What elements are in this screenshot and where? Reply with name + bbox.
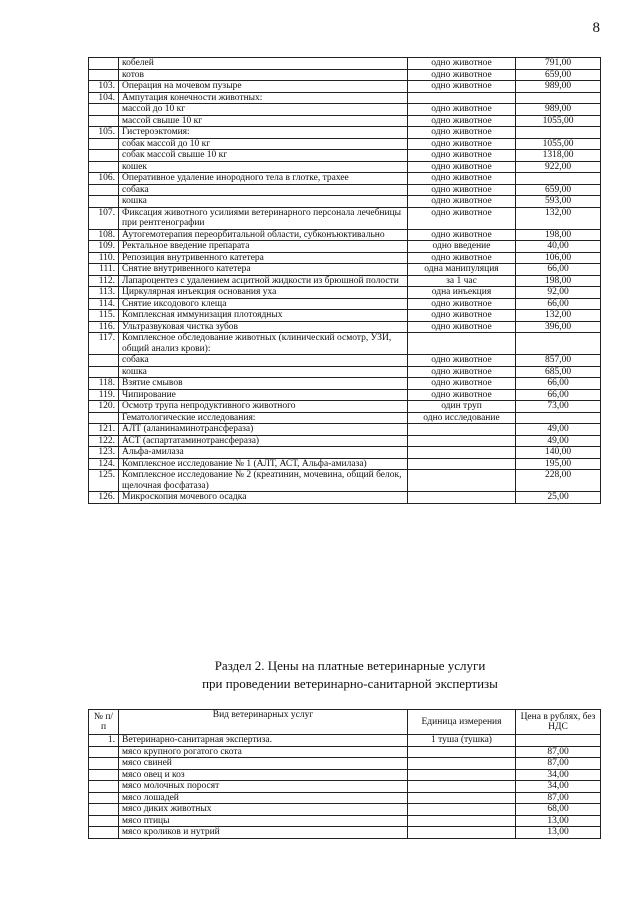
- service-name: мясо молочных поросят: [119, 781, 408, 793]
- service-name: Ампутация конечности животных:: [119, 92, 408, 104]
- service-name: собака: [119, 184, 408, 196]
- service-name: Операция на мочевом пузыре: [119, 81, 408, 93]
- price: [516, 127, 601, 139]
- price: 34,00: [516, 769, 601, 781]
- section-2-title-line-1: Раздел 2. Цены на платные ветеринарные услуги: [214, 658, 486, 673]
- table-row: [89, 746, 601, 758]
- header-price: Цена в рублях, без НДС: [516, 710, 601, 735]
- row-number: 114.: [89, 298, 119, 310]
- row-number: 126.: [89, 492, 119, 504]
- table-row: [89, 196, 601, 208]
- row-number: 103.: [89, 81, 119, 93]
- price: 198,00: [516, 229, 601, 241]
- price: 228,00: [516, 470, 601, 492]
- unit: одно животное: [408, 184, 516, 196]
- row-number: 124.: [89, 458, 119, 470]
- row-number: [89, 150, 119, 162]
- unit: одно животное: [408, 196, 516, 208]
- service-name: Осмотр трупа непродуктивного животного: [119, 401, 408, 413]
- row-number: [89, 827, 119, 839]
- unit: одно животное: [408, 229, 516, 241]
- table-row: [89, 127, 601, 139]
- row-number: [89, 758, 119, 770]
- unit: [408, 792, 516, 804]
- table-row: [89, 252, 601, 264]
- price: 1055,00: [516, 115, 601, 127]
- table-header-row: [89, 710, 601, 735]
- price-table-section-1: [88, 57, 601, 504]
- table-row: [89, 275, 601, 287]
- price: 989,00: [516, 104, 601, 116]
- unit: [408, 758, 516, 770]
- unit: одно животное: [408, 378, 516, 390]
- row-number: [89, 184, 119, 196]
- price: 87,00: [516, 792, 601, 804]
- table-row: [89, 138, 601, 150]
- row-number: 108.: [89, 229, 119, 241]
- table-row: [89, 161, 601, 173]
- unit: одно животное: [408, 58, 516, 70]
- row-number: 120.: [89, 401, 119, 413]
- header-unit: Единица измерения: [408, 710, 516, 735]
- header-service: Вид ветеринарных услуг: [119, 710, 408, 735]
- service-name: массой свыше 10 кг: [119, 115, 408, 127]
- row-number: [89, 69, 119, 81]
- table-row: [89, 241, 601, 253]
- unit: за 1 час: [408, 275, 516, 287]
- row-number: 116.: [89, 321, 119, 333]
- row-number: 123.: [89, 447, 119, 459]
- unit: одно животное: [408, 355, 516, 367]
- table-row: [89, 58, 601, 70]
- table-row: [89, 115, 601, 127]
- service-name: Ректальное введение препарата: [119, 241, 408, 253]
- price: 659,00: [516, 184, 601, 196]
- price: [516, 333, 601, 355]
- service-name: Ультразвуковая чистка зубов: [119, 321, 408, 333]
- row-number: 125.: [89, 470, 119, 492]
- price: 34,00: [516, 781, 601, 793]
- table-row: [89, 389, 601, 401]
- row-number: [89, 769, 119, 781]
- row-number: [89, 104, 119, 116]
- service-name: Комплексное исследование № 2 (креатинин, мочевина, общий белок, щелочная фосфатаза): [119, 470, 408, 492]
- price: 659,00: [516, 69, 601, 81]
- unit: одно животное: [408, 138, 516, 150]
- row-number: 112.: [89, 275, 119, 287]
- unit: одно животное: [408, 115, 516, 127]
- unit: одно исследование: [408, 412, 516, 424]
- table-row: [89, 333, 601, 355]
- price: 87,00: [516, 746, 601, 758]
- service-name: Гематологические исследования:: [119, 412, 408, 424]
- row-number: 1.: [89, 735, 119, 747]
- service-name: Взятие смывов: [119, 378, 408, 390]
- service-name: Комплексное исследование № 1 (АЛТ, АСТ, Альфа-амилаза): [119, 458, 408, 470]
- row-number: 118.: [89, 378, 119, 390]
- table-row: [89, 287, 601, 299]
- unit: одно животное: [408, 69, 516, 81]
- unit: [408, 827, 516, 839]
- row-number: 121.: [89, 424, 119, 436]
- price: 791,00: [516, 58, 601, 70]
- service-name: собак массой свыше 10 кг: [119, 150, 408, 162]
- table-row: [89, 184, 601, 196]
- row-number: 106.: [89, 173, 119, 185]
- unit: один труп: [408, 401, 516, 413]
- price: 1318,00: [516, 150, 601, 162]
- row-number: 111.: [89, 264, 119, 276]
- row-number: [89, 196, 119, 208]
- row-number: 117.: [89, 333, 119, 355]
- table-row: [89, 424, 601, 436]
- unit: [408, 92, 516, 104]
- unit: одно животное: [408, 310, 516, 322]
- price: 593,00: [516, 196, 601, 208]
- unit: одно животное: [408, 366, 516, 378]
- service-name: кошек: [119, 161, 408, 173]
- service-name: мясо лошадей: [119, 792, 408, 804]
- price: [516, 92, 601, 104]
- unit: одно введение: [408, 241, 516, 253]
- service-name: кошка: [119, 366, 408, 378]
- price: 132,00: [516, 207, 601, 229]
- unit: [408, 769, 516, 781]
- header-num: № п/п: [89, 710, 119, 735]
- price: 68,00: [516, 804, 601, 816]
- price: 40,00: [516, 241, 601, 253]
- table-row: [89, 92, 601, 104]
- unit: [408, 781, 516, 793]
- table-row: [89, 735, 601, 747]
- row-number: 110.: [89, 252, 119, 264]
- service-name: Аутогемотерапия переорбитальной области, субконъюктивально: [119, 229, 408, 241]
- table-row: [89, 104, 601, 116]
- table-row: [89, 173, 601, 185]
- row-number: 105.: [89, 127, 119, 139]
- unit: одна манипуляция: [408, 264, 516, 276]
- price: 396,00: [516, 321, 601, 333]
- price: 857,00: [516, 355, 601, 367]
- table-row: [89, 298, 601, 310]
- row-number: 104.: [89, 92, 119, 104]
- table-row: [89, 229, 601, 241]
- unit: [408, 424, 516, 436]
- service-name: Снятие иксодового клеща: [119, 298, 408, 310]
- service-name: Комплексное обследование животных (клинический осмотр, УЗИ, общий анализ крови):: [119, 333, 408, 355]
- unit: одно животное: [408, 321, 516, 333]
- row-number: 107.: [89, 207, 119, 229]
- price: 66,00: [516, 378, 601, 390]
- table-row: [89, 264, 601, 276]
- table-row: [89, 207, 601, 229]
- price: 66,00: [516, 264, 601, 276]
- row-number: [89, 138, 119, 150]
- service-name: Комплексная иммунизация плотоядных: [119, 310, 408, 322]
- unit: одно животное: [408, 207, 516, 229]
- row-number: [89, 412, 119, 424]
- price: 1055,00: [516, 138, 601, 150]
- unit: одно животное: [408, 298, 516, 310]
- table-row: [89, 378, 601, 390]
- price: 198,00: [516, 275, 601, 287]
- table-row: [89, 492, 601, 504]
- price: 66,00: [516, 298, 601, 310]
- service-name: Оперативное удаление инородного тела в глотке, трахее: [119, 173, 408, 185]
- price: 922,00: [516, 161, 601, 173]
- service-name: Лапароцентез с удалением асцитной жидкости из брюшной полости: [119, 275, 408, 287]
- price: [516, 173, 601, 185]
- price: 49,00: [516, 424, 601, 436]
- unit: [408, 470, 516, 492]
- service-name: мясо кроликов и нутрий: [119, 827, 408, 839]
- service-name: АСТ (аспартатаминотрансфераза): [119, 435, 408, 447]
- table-row: [89, 69, 601, 81]
- service-name: массой до 10 кг: [119, 104, 408, 116]
- service-name: Фиксация животного усилиями ветеринарного персонала лечебницы при рентгенографии: [119, 207, 408, 229]
- table-row: [89, 781, 601, 793]
- price: 140,00: [516, 447, 601, 459]
- service-name: кобелей: [119, 58, 408, 70]
- row-number: [89, 804, 119, 816]
- price: 25,00: [516, 492, 601, 504]
- row-number: [89, 815, 119, 827]
- table-row: [89, 458, 601, 470]
- unit: [408, 804, 516, 816]
- unit: одно животное: [408, 252, 516, 264]
- row-number: [89, 58, 119, 70]
- table-row: [89, 769, 601, 781]
- unit: [408, 492, 516, 504]
- unit: [408, 458, 516, 470]
- table-row: [89, 470, 601, 492]
- table-row: [89, 447, 601, 459]
- table-row: [89, 366, 601, 378]
- table-row: [89, 150, 601, 162]
- price: 989,00: [516, 81, 601, 93]
- table-row: [89, 827, 601, 839]
- row-number: 113.: [89, 287, 119, 299]
- unit: [408, 815, 516, 827]
- price-table-section-2: [88, 709, 601, 839]
- table-row: [89, 412, 601, 424]
- price: 195,00: [516, 458, 601, 470]
- table-row: [89, 792, 601, 804]
- row-number: [89, 366, 119, 378]
- unit: одно животное: [408, 81, 516, 93]
- service-name: Снятие внутривенного катетера: [119, 264, 408, 276]
- price: 132,00: [516, 310, 601, 322]
- table-row: [89, 804, 601, 816]
- service-name: мясо птицы: [119, 815, 408, 827]
- row-number: [89, 355, 119, 367]
- service-name: Гистероэктомия:: [119, 127, 408, 139]
- unit: [408, 435, 516, 447]
- row-number: 119.: [89, 389, 119, 401]
- service-name: Репозиция внутривенного катетера: [119, 252, 408, 264]
- unit: [408, 746, 516, 758]
- service-name: собака: [119, 355, 408, 367]
- unit: одно животное: [408, 104, 516, 116]
- price: 87,00: [516, 758, 601, 770]
- row-number: [89, 161, 119, 173]
- price: 73,00: [516, 401, 601, 413]
- price: 13,00: [516, 827, 601, 839]
- service-name: Микроскопия мочевого осадка: [119, 492, 408, 504]
- row-number: [89, 792, 119, 804]
- service-name: мясо крупного рогатого скота: [119, 746, 408, 758]
- service-name: Чипирование: [119, 389, 408, 401]
- unit: одна инъекция: [408, 287, 516, 299]
- price: 685,00: [516, 366, 601, 378]
- row-number: [89, 115, 119, 127]
- price: 66,00: [516, 389, 601, 401]
- service-name: котов: [119, 69, 408, 81]
- price: [516, 412, 601, 424]
- unit: одно животное: [408, 173, 516, 185]
- price: 13,00: [516, 815, 601, 827]
- row-number: [89, 781, 119, 793]
- row-number: 109.: [89, 241, 119, 253]
- price: 49,00: [516, 435, 601, 447]
- price: 106,00: [516, 252, 601, 264]
- service-name: мясо овец и коз: [119, 769, 408, 781]
- unit: одно животное: [408, 127, 516, 139]
- section-2-title-line-2: при проведении ветеринарно-санитарной экспертизы: [202, 676, 498, 691]
- row-number: 122.: [89, 435, 119, 447]
- unit: [408, 447, 516, 459]
- unit: одно животное: [408, 150, 516, 162]
- service-name: мясо свиней: [119, 758, 408, 770]
- unit: [408, 333, 516, 355]
- unit: одно животное: [408, 161, 516, 173]
- service-name: Циркулярная инъекция основания уха: [119, 287, 408, 299]
- table-row: [89, 815, 601, 827]
- price: 92,00: [516, 287, 601, 299]
- service-name: кошка: [119, 196, 408, 208]
- table-row: [89, 355, 601, 367]
- table-row: [89, 321, 601, 333]
- price: [516, 735, 601, 747]
- unit: 1 туша (тушка): [408, 735, 516, 747]
- table-row: [89, 81, 601, 93]
- table-row: [89, 401, 601, 413]
- service-name: мясо диких животных: [119, 804, 408, 816]
- table-row: [89, 435, 601, 447]
- service-name: собак массой до 10 кг: [119, 138, 408, 150]
- page-number: 8: [592, 20, 600, 36]
- row-number: [89, 746, 119, 758]
- table-row: [89, 310, 601, 322]
- row-number: 115.: [89, 310, 119, 322]
- unit: одно животное: [408, 389, 516, 401]
- service-name: АЛТ (аланинаминотрансфераза): [119, 424, 408, 436]
- service-name: Ветеринарно-санитарная экспертиза.: [119, 735, 408, 747]
- service-name: Альфа-амилаза: [119, 447, 408, 459]
- section-2-title: [0, 657, 640, 693]
- table-row: [89, 758, 601, 770]
